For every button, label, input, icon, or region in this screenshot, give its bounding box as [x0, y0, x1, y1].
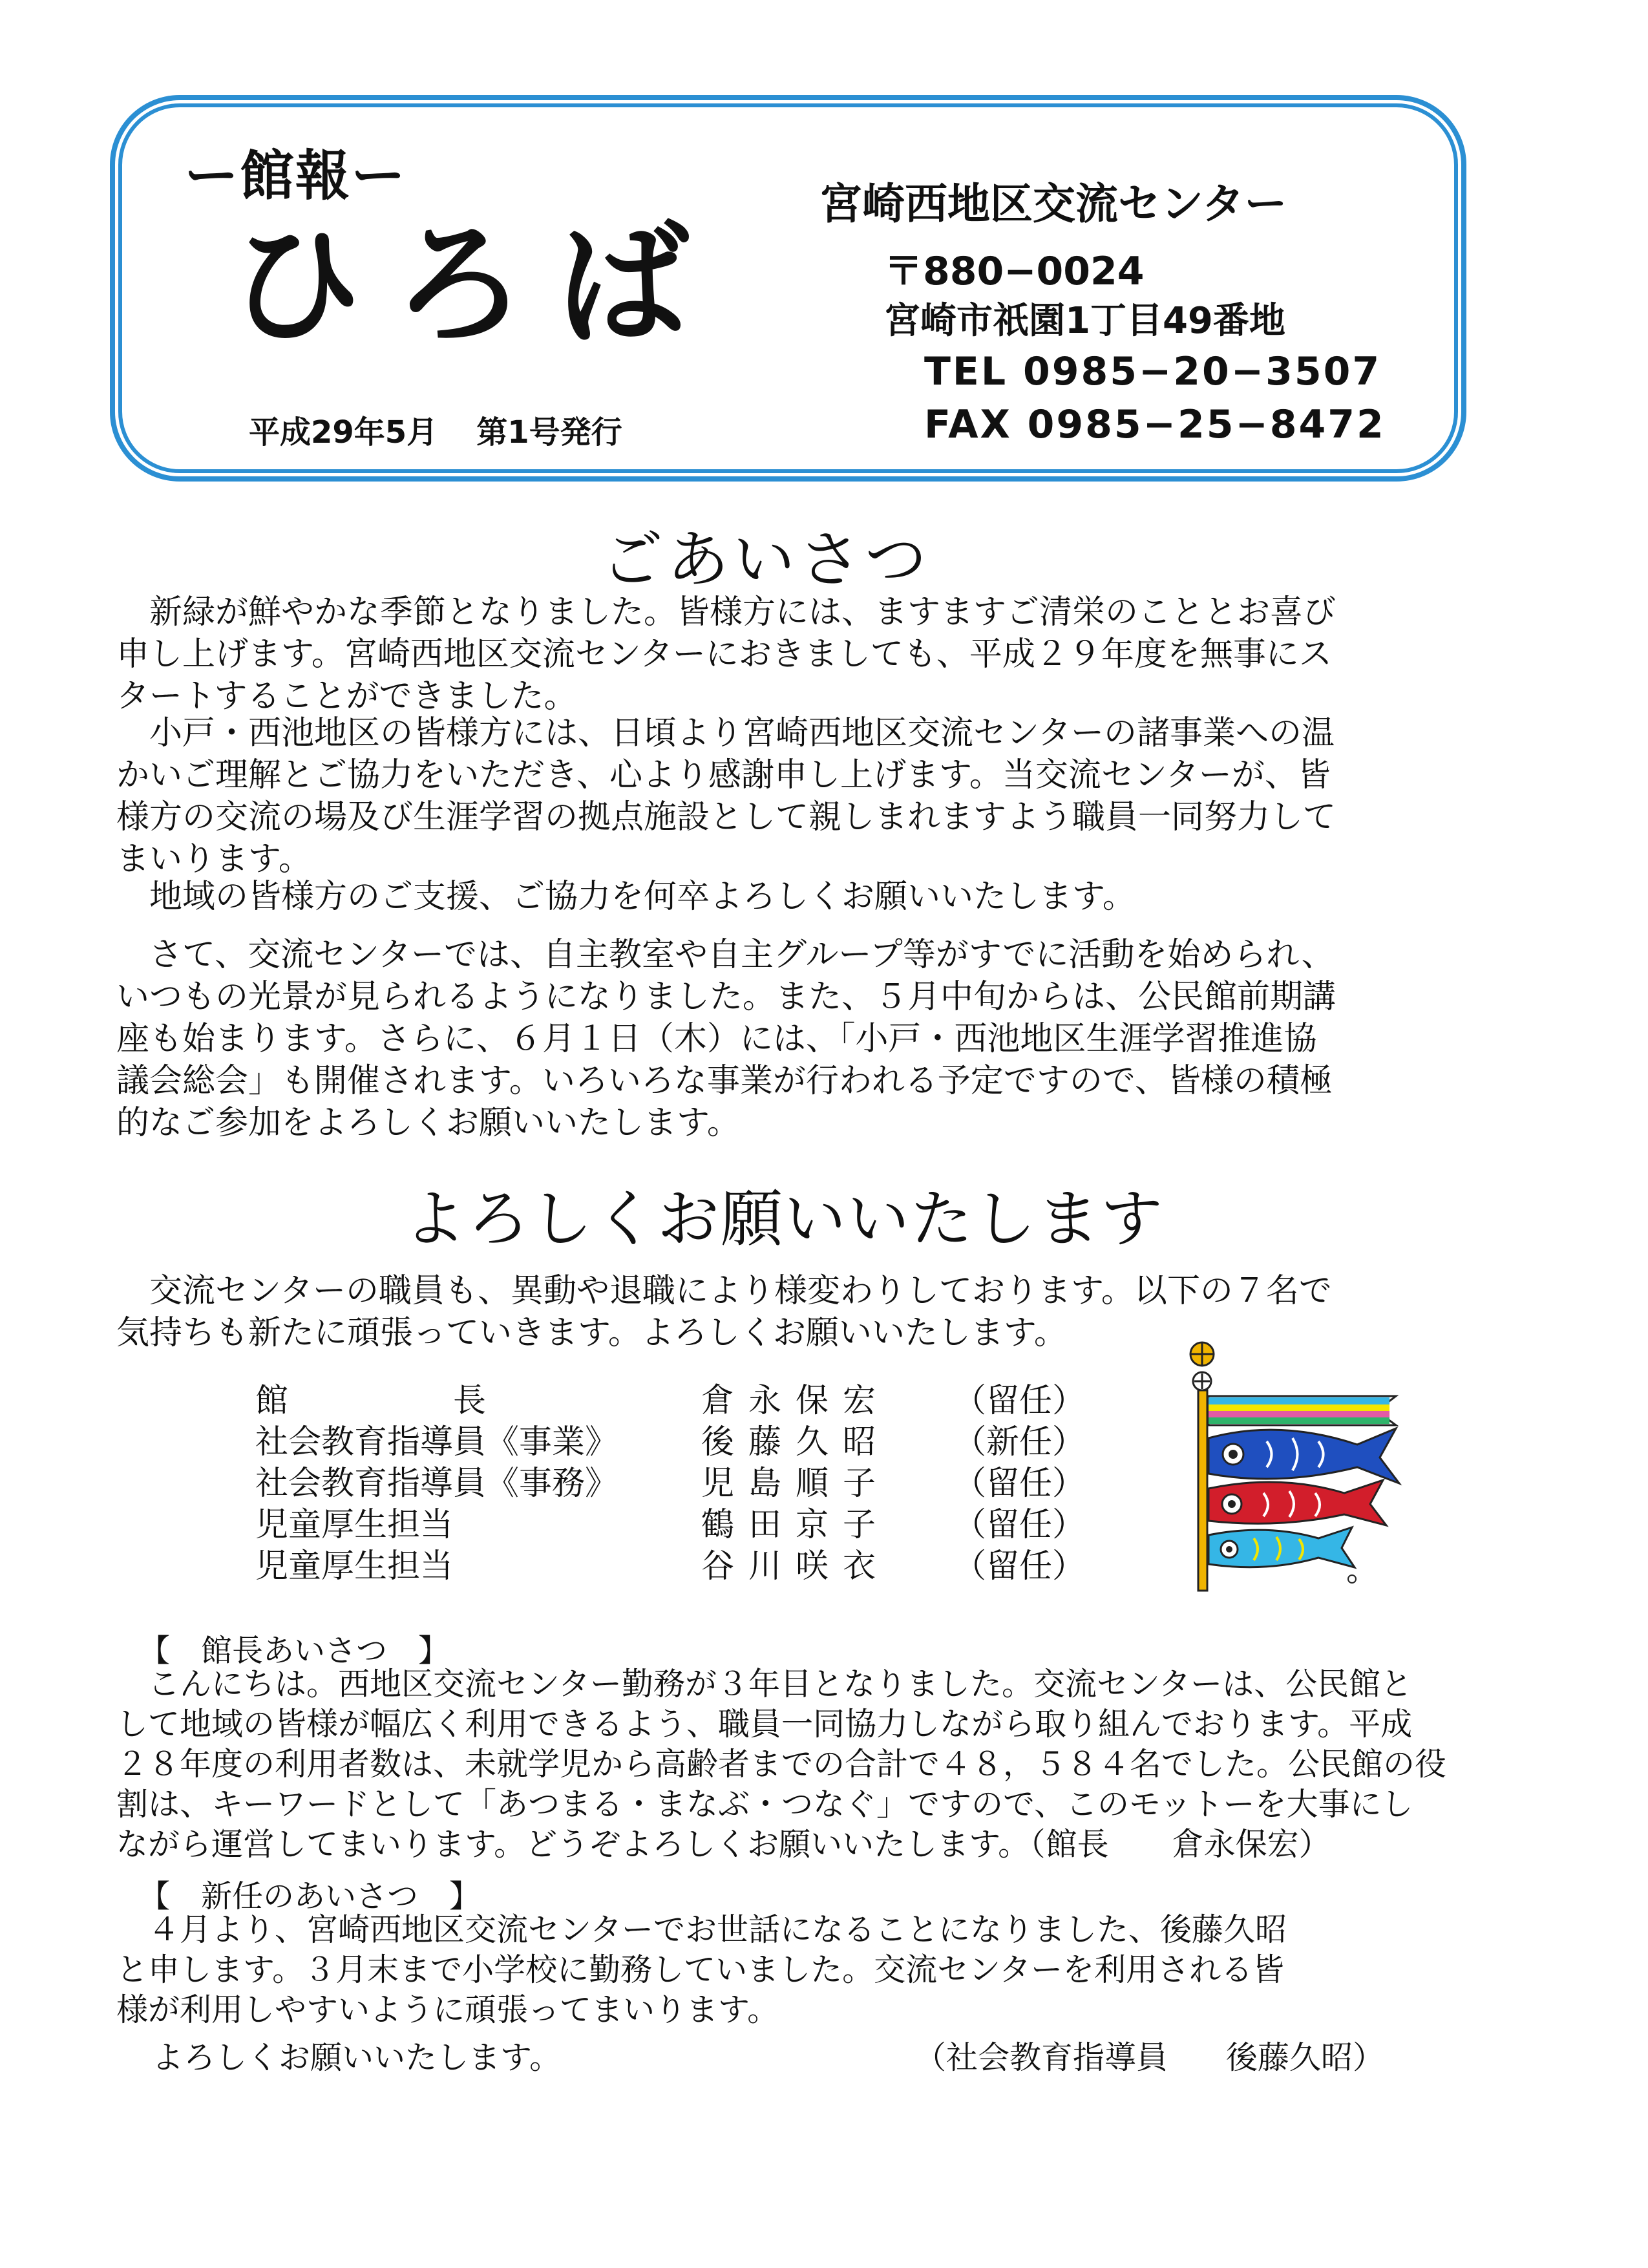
street-address: 宮崎市祇園1丁目49番地: [884, 300, 1285, 342]
staff-name: 倉永保宏: [701, 1382, 891, 1420]
greeting-paragraph-4: さて、交流センターでは、自主教室や自主グループ等がすでに活動を始められ、 いつもの光景が見られるようになりました。また、５月中旬からは、公民館前期講 座も始まります。さらに、６月１日（木）には、「小戸・西池地区生涯学習推進協 議会総会」も開催されます。いろいろな事業が行われる予定ですので、皆様の積極 的なご参加をよろしくお願いいたします。: [116, 936, 1336, 1142]
staff-list: [255, 1377, 1095, 1584]
signature-name: 後藤久昭）: [1226, 2039, 1385, 2076]
staff-name: 鶴田京子: [701, 1506, 891, 1544]
staff-row: [255, 1418, 1095, 1459]
new-staff-body: ４月より、宮崎西地区交流センターでお世話になることになりました、後藤久昭 と申します。３月末まで小学校に勤務していました。交流センターを利用される皆 様が利用しやすいように頑張ってまいります。: [116, 1911, 1287, 2028]
staff-role: 社会教育指導員《事務》: [255, 1465, 618, 1503]
issue-info: [249, 407, 661, 452]
staff-status: （留任）: [953, 1382, 1086, 1420]
new-staff-signature: [914, 2033, 1384, 2078]
new-staff-closing: よろしくお願いいたします。: [152, 2039, 562, 2076]
staff-status: （留任）: [953, 1465, 1086, 1503]
staff-name: 後藤久昭: [701, 1423, 891, 1461]
staff-name: 児島順子: [701, 1465, 891, 1503]
kanpo-label: ー館報ー: [184, 144, 407, 207]
fax-number: FAX 0985−25−8472: [924, 402, 1386, 447]
staff-role: 児童厚生担当: [255, 1506, 454, 1544]
staff-status: （新任）: [953, 1423, 1086, 1461]
greeting-title: ごあいさつ: [601, 524, 931, 596]
greeting-paragraph-2: 小戸・西池地区の皆様方には、日頃より宮崎西地区交流センターの諸事業への温 かいご理解とご協力をいただき、心より感謝申し上げます。当交流センターが、皆 様方の交流の場及び生涯学習の拠点施設として親しまれますよう職員一同努力して まいります。: [116, 714, 1336, 878]
staff-role: 児童厚生担当: [255, 1547, 454, 1585]
koinobori-icon: [1183, 1335, 1422, 1600]
staff-status: （留任）: [953, 1506, 1086, 1544]
new-staff-heading: 【 新任のあいさつ 】: [139, 1878, 481, 1914]
postal-code: 〒880−0024: [884, 249, 1145, 294]
staff-intro: 交流センターの職員も、異動や退職により様変わりしております。以下の７名で 気持ちも新たに頑張っていきます。よろしくお願いいたします。: [116, 1272, 1332, 1352]
staff-role: 館 長: [255, 1382, 487, 1420]
org-name: 宮崎西地区交流センター: [819, 179, 1287, 229]
staff-status: （留任）: [953, 1547, 1086, 1585]
staff-row: [255, 1459, 1095, 1501]
staff-section-title: よろしくお願いいたします: [404, 1183, 1164, 1255]
staff-role: 社会教育指導員《事業》: [255, 1423, 618, 1461]
staff-row: [255, 1377, 1095, 1418]
staff-name: 谷川咲衣: [701, 1547, 891, 1585]
tel-number: TEL 0985−20−3507: [924, 349, 1382, 394]
staff-row: [255, 1501, 1095, 1542]
staff-row: [255, 1542, 1095, 1584]
signature-role: （社会教育指導員: [914, 2039, 1168, 2076]
issue-date: 平成29年5月: [249, 414, 438, 450]
issue-number: 第1号発行: [476, 414, 622, 450]
greeting-paragraph-3: 地域の皆様方のご支援、ご協力を何卒よろしくお願いいたします。: [116, 878, 1136, 916]
greeting-paragraph-1: 新緑が鮮やかな季節となりました。皆様方には、ますますご清栄のこととお喜び 申し上げます。宮崎西地区交流センターにおきましても、平成２９年度を無事にス タートすることができました。: [116, 593, 1336, 715]
newsletter-title: ひろば: [229, 209, 720, 363]
kancho-greeting-body: こんにちは。西地区交流センター勤務が３年目となりました。交流センターは、公民館と して地域の皆様が幅広く利用できるよう、職員一同協力しながら取り組んでおります。平成 ２８年度の利用者数は、未就学児から高齢者までの合計で４８，５８４名でした。公民館の役 割は、キーワードとして「あつまる・まなぶ・つなぐ」ですので、このモットーを大事にし ながら運営してまいります。どうぞよろしくお願いいたします。（館長 倉永保宏）: [116, 1666, 1447, 1863]
kancho-greeting-heading: 【 館長あいさつ 】: [139, 1633, 450, 1669]
